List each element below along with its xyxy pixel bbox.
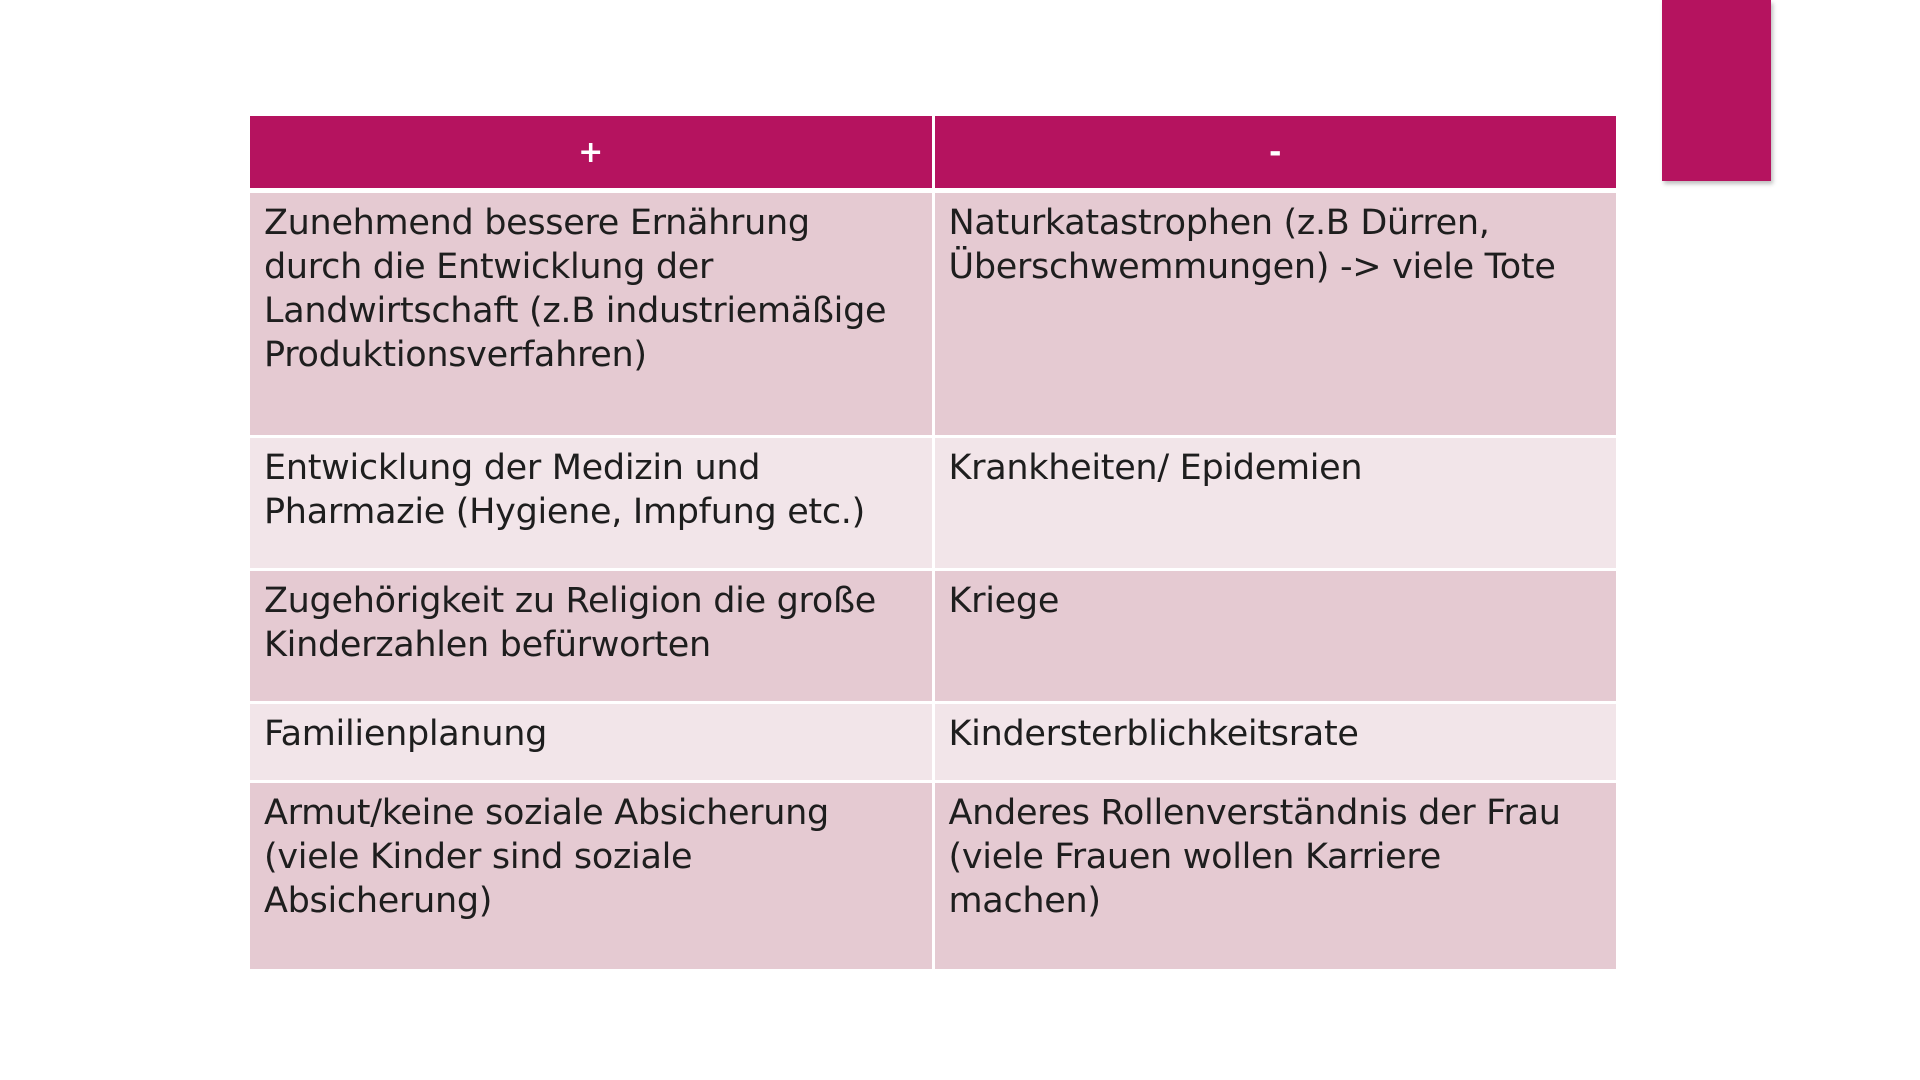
cell-text: Familienplanung: [264, 714, 548, 754]
table-header-row: [250, 116, 1616, 191]
comparison-table-wrapper: [250, 116, 1616, 972]
cell-text: Entwicklung der Medizin und Pharmazie (Hygiene, Impfung etc.): [264, 448, 865, 532]
cell-minus: [933, 437, 1616, 570]
cell-plus: [250, 570, 933, 703]
cell-plus: [250, 191, 933, 437]
table-row: [250, 437, 1616, 570]
cell-text: Krankheiten/ Epidemien: [948, 448, 1363, 488]
cell-minus: [933, 703, 1616, 782]
table-row: [250, 703, 1616, 782]
table-row: [250, 191, 1616, 437]
cell-text: Anderes Rollenverständnis der Frau (viele Frauen wollen Karriere machen): [948, 793, 1561, 921]
cell-minus: [933, 570, 1616, 703]
accent-bar: [1662, 0, 1771, 181]
header-plus: +: [250, 116, 933, 191]
cell-text: Naturkatastrophen (z.B Dürren, Überschwemmungen) -> viele Tote: [948, 203, 1556, 287]
cell-text: Zugehörigkeit zu Religion die große Kinderzahlen befürworten: [264, 581, 876, 665]
cell-text: Kindersterblichkeitsrate: [948, 714, 1359, 754]
header-minus: -: [933, 116, 1616, 191]
table-row: [250, 782, 1616, 971]
comparison-table: [250, 116, 1616, 972]
cell-minus: [933, 191, 1616, 437]
cell-plus: [250, 437, 933, 570]
cell-minus: [933, 782, 1616, 971]
cell-plus: [250, 703, 933, 782]
table-row: [250, 570, 1616, 703]
cell-plus: [250, 782, 933, 971]
cell-text: Zunehmend bessere Ernährung durch die Entwicklung der Landwirtschaft (z.B industriemäßige Produktionsverfahren): [264, 203, 887, 375]
cell-text: Armut/keine soziale Absicherung (viele Kinder sind soziale Absicherung): [264, 793, 829, 921]
cell-text: Kriege: [948, 581, 1060, 621]
